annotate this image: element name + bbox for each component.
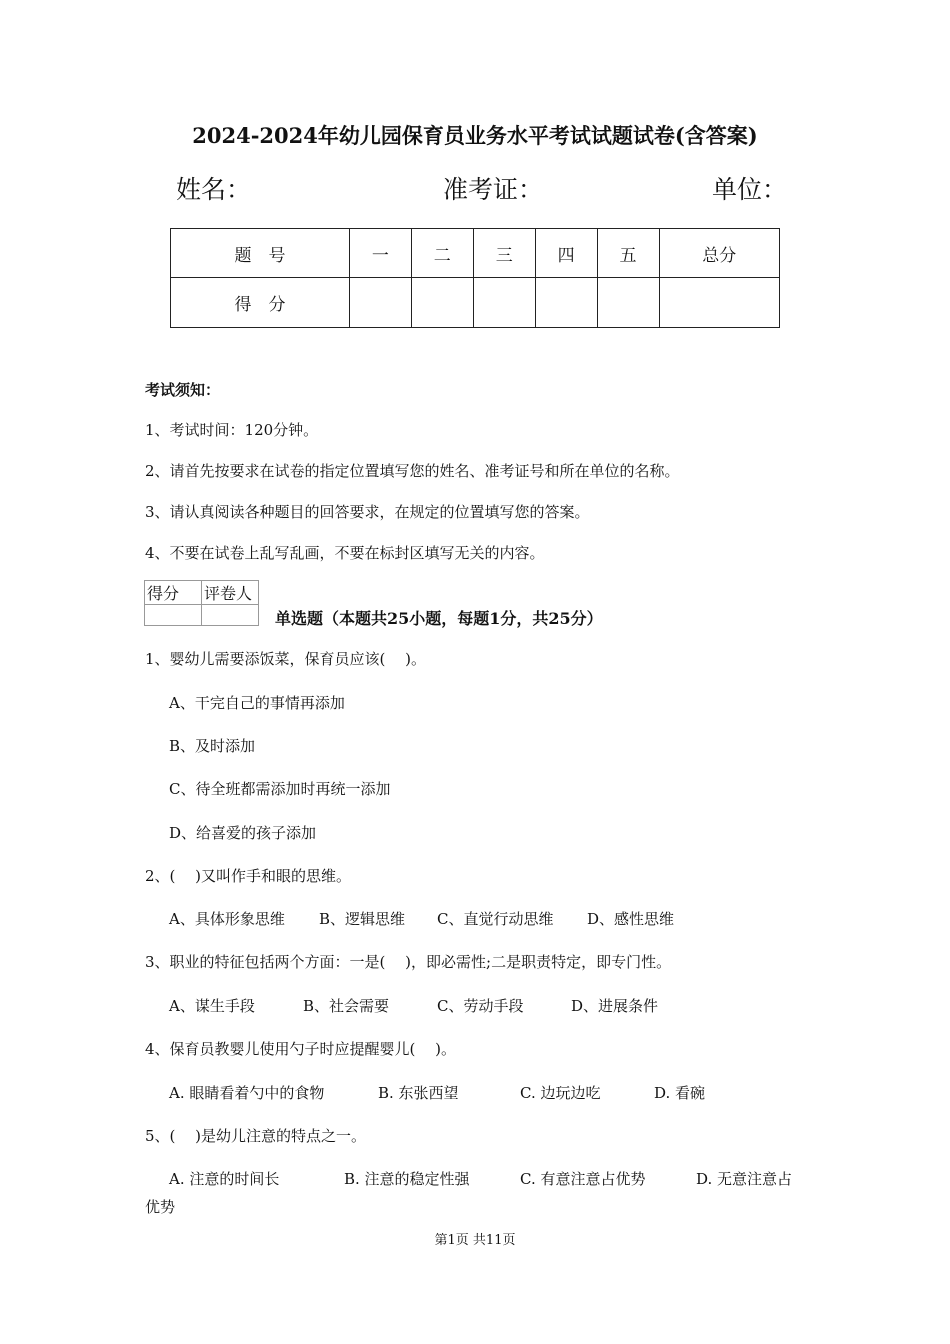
- question-option: A. 注意的时间长: [169, 1170, 280, 1188]
- score-table-cell: 一: [349, 229, 411, 278]
- question-option: D、感性思维: [587, 910, 675, 928]
- score-table-cell: 五: [597, 229, 659, 278]
- grader-score-cell[interactable]: [145, 605, 202, 626]
- question-option: B. 注意的稳定性强: [344, 1170, 470, 1188]
- score-input-cell[interactable]: [473, 278, 535, 328]
- exam-id-label: 准考证：: [443, 175, 544, 204]
- question-stem: 5、( )是幼儿注意的特点之一。: [145, 1127, 367, 1145]
- question-option: C、待全班都需添加时再统一添加: [169, 780, 391, 798]
- question-stem: 2、( )又叫作手和眼的思维。: [145, 867, 352, 885]
- question-option: A、谋生手段: [169, 997, 255, 1015]
- question-option: A、干完自己的事情再添加: [169, 694, 345, 712]
- notice-item: 2、请首先按要求在试卷的指定位置填写您的姓名、准考证号和所在单位的名称。: [145, 462, 680, 480]
- question-option: C、劳动手段: [437, 997, 524, 1015]
- score-input-cell[interactable]: [349, 278, 411, 328]
- score-table-cell: 总分: [659, 229, 779, 278]
- grader-name-label: 评卷人: [202, 581, 259, 605]
- score-table: [170, 228, 780, 328]
- notice-item: 1、考试时间：120分钟。: [145, 421, 319, 439]
- question-stem: 4、保育员教婴儿使用勺子时应提醒婴儿( )。: [145, 1040, 457, 1058]
- notice-item: 3、请认真阅读各种题目的回答要求，在规定的位置填写您的答案。: [145, 503, 590, 521]
- question-option: B. 东张西望: [378, 1084, 459, 1102]
- document-title: 2024-2024年幼儿园保育员业务水平考试试题试卷(含答案): [192, 123, 758, 148]
- question-option: B、社会需要: [303, 997, 390, 1015]
- question-option: C. 有意注意占优势: [520, 1170, 646, 1188]
- question-option: C. 边玩边吃: [520, 1084, 601, 1102]
- score-input-cell[interactable]: [535, 278, 597, 328]
- grader-name-cell[interactable]: [202, 605, 259, 626]
- score-input-cell[interactable]: [411, 278, 473, 328]
- grader-box: [144, 580, 259, 626]
- score-table-cell: 题 号: [171, 229, 350, 278]
- question-option: D、给喜爱的孩子添加: [169, 824, 317, 842]
- score-table-cell: 四: [535, 229, 597, 278]
- unit-label: 单位：: [712, 175, 788, 204]
- notice-heading: 考试须知：: [145, 381, 221, 399]
- name-label: 姓名：: [176, 175, 252, 204]
- question-option: A、具体形象思维: [169, 910, 285, 928]
- score-input-cell[interactable]: [597, 278, 659, 328]
- question-option: B、逻辑思维: [319, 910, 406, 928]
- section-title: 单选题（本题共25小题，每题1分，共25分）: [275, 609, 603, 628]
- question-option: C、直觉行动思维: [437, 910, 554, 928]
- question-option: D. 看碗: [654, 1084, 706, 1102]
- notice-item: 4、不要在试卷上乱写乱画，不要在标封区填写无关的内容。: [145, 544, 545, 562]
- score-table-score-row: [171, 278, 780, 328]
- question-stem: 1、婴幼儿需要添饭菜，保育员应该( )。: [145, 650, 427, 668]
- page-footer: 第1页 共11页: [434, 1233, 516, 1248]
- question-option: A. 眼睛看着勺中的食物: [169, 1084, 325, 1102]
- score-table-cell: 二: [411, 229, 473, 278]
- question-stem: 3、职业的特征包括两个方面：一是( )，即必需性;二是职责特定，即专门性。: [145, 953, 672, 971]
- question-option: D、进展条件: [571, 997, 659, 1015]
- score-input-cell[interactable]: [659, 278, 779, 328]
- question-option-wrap: 优势: [145, 1198, 176, 1216]
- score-table-header-row: [171, 229, 780, 278]
- question-option: B、及时添加: [169, 737, 256, 755]
- score-table-cell: 三: [473, 229, 535, 278]
- question-option: D. 无意注意占: [696, 1170, 793, 1188]
- grader-score-label: 得分: [145, 581, 202, 605]
- score-table-cell: 得 分: [171, 278, 350, 328]
